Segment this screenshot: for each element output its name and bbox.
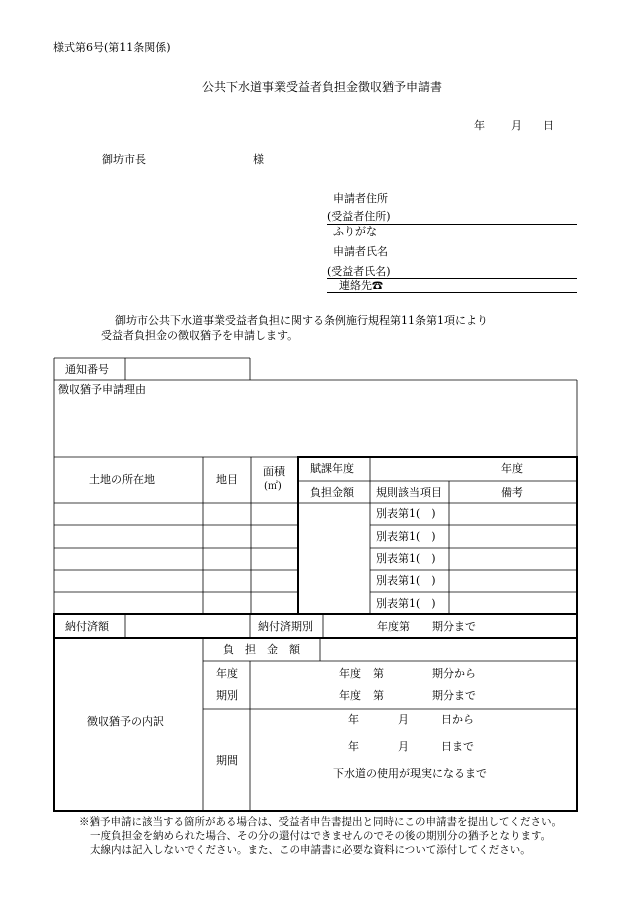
period-from-year: 年 <box>348 713 359 726</box>
note-line: 太線内は記入しないでください。また、この申請書に必要な資料について添付してください。 <box>90 844 531 856</box>
period-until-year: 年 <box>348 740 359 753</box>
rule-row: 別表第1( ) <box>376 530 436 543</box>
note-line: 一度負担金を納められた場合、その分の還付はできませんのでその後の期別分の猶予となります。 <box>90 830 552 842</box>
period-from-month: 月 <box>398 713 409 726</box>
breakdown-label: 徴収猶予の内訳 <box>87 715 164 728</box>
from-row-nendo: 年度 <box>339 667 361 680</box>
until-row-dai: 第 <box>373 689 384 702</box>
date-day: 日 <box>543 119 554 132</box>
burden-amount-header: 負担金額 <box>310 486 354 499</box>
date-year: 年 <box>474 119 485 132</box>
period-sewer-use: 下水道の使用が現実になるまで <box>333 767 487 780</box>
breakdown-burden-amount: 負 担 金 額 <box>223 643 300 656</box>
beneficiary-address-label: (受益者住所) <box>327 210 391 223</box>
paid-period-until: 期分まで <box>432 620 476 633</box>
honorific-sama: 様 <box>253 153 264 166</box>
land-location-header: 土地の所在地 <box>89 473 155 486</box>
until-row-ki: 期分まで <box>432 689 476 702</box>
remarks-header: 備考 <box>501 486 523 499</box>
area-unit: (㎡) <box>264 481 282 492</box>
breakdown-nendo-label: 年度 <box>216 667 238 680</box>
paid-period-nendo: 年度第 <box>377 620 410 633</box>
reason-label: 徴収猶予申請理由 <box>58 383 146 396</box>
period-until-day: 日まで <box>441 740 474 753</box>
area-header: 面積 <box>263 465 285 478</box>
rule-row: 別表第1( ) <box>376 507 436 520</box>
period-from-day: 日から <box>441 713 474 726</box>
applicant-name-label: 申請者氏名 <box>333 245 388 258</box>
rule-row: 別表第1( ) <box>376 597 436 610</box>
rule-item-header: 規則該当項目 <box>376 486 442 499</box>
breakdown-kibetsu-label: 期別 <box>216 689 238 702</box>
form-number: 様式第6号(第11条関係) <box>53 41 171 54</box>
tax-year-nendo: 年度 <box>501 462 523 475</box>
paid-period-label: 納付済期別 <box>258 620 313 633</box>
applicant-address-label: 申請者住所 <box>333 192 388 205</box>
notice-number-label: 通知番号 <box>65 363 109 376</box>
body-line-1: 御坊市公共下水道事業受益者負担に関する条例施行規程第11条第1項により <box>115 314 488 327</box>
land-category-header: 地目 <box>216 473 238 486</box>
period-until-month: 月 <box>398 740 409 753</box>
rule-row: 別表第1( ) <box>376 574 436 587</box>
paid-amount-label: 納付済額 <box>65 620 109 633</box>
from-row-dai: 第 <box>373 667 384 680</box>
note-line: ※猶予申請に該当する箇所がある場合は、受益者申告書提出と同時にこの申請書を提出してください。 <box>79 816 562 828</box>
body-line-2: 受益者負担金の徴収猶予を申請します。 <box>101 329 299 342</box>
beneficiary-name-label: (受益者氏名) <box>327 265 391 278</box>
date-month: 月 <box>511 119 522 132</box>
until-row-nendo: 年度 <box>339 689 361 702</box>
furigana-label: ふりがな <box>333 225 377 238</box>
rule-row: 別表第1( ) <box>376 552 436 565</box>
document-title: 公共下水道事業受益者負担金徴収猶予申請書 <box>202 80 443 94</box>
period-label: 期間 <box>216 754 238 767</box>
tax-year-header: 賦課年度 <box>310 462 354 475</box>
mayor-addressee: 御坊市長 <box>102 153 146 166</box>
contact-label: 連絡先☎ <box>339 279 383 292</box>
from-row-ki: 期分から <box>432 667 476 680</box>
